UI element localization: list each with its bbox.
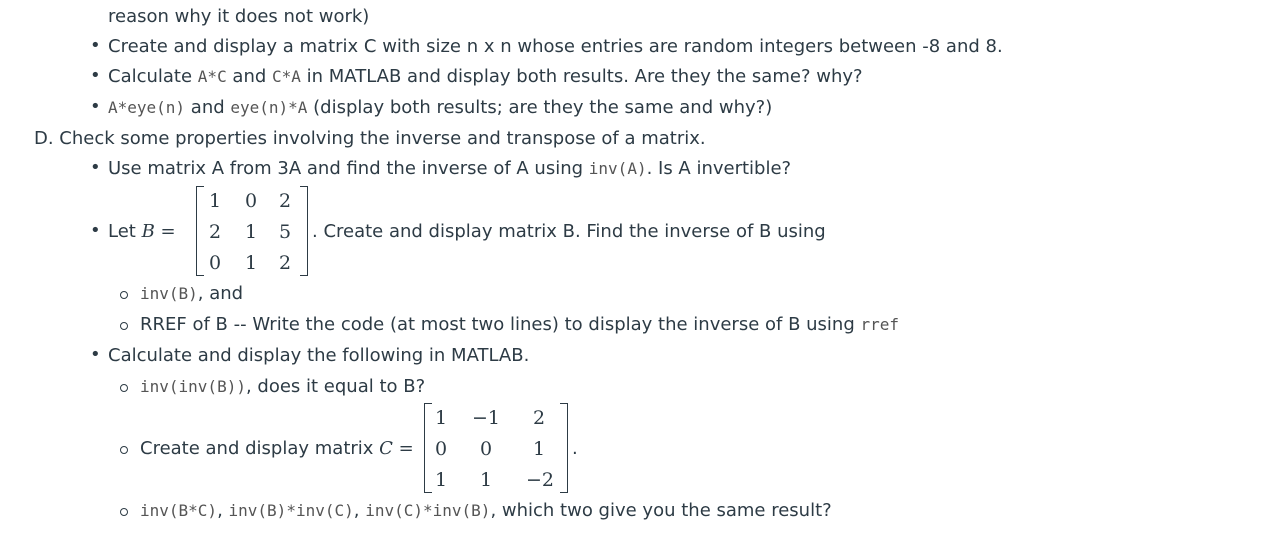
code-a-eye: A*eye(n): [108, 98, 186, 117]
list-item: [108, 96, 772, 120]
matrix-cell: 1: [434, 469, 448, 491]
matrix-cell: −1: [471, 407, 500, 429]
period: .: [572, 438, 578, 459]
text: and: [226, 66, 273, 87]
matrix-cell: 1: [434, 407, 448, 429]
circle-bullet-icon: [120, 508, 128, 516]
math-var-b: B: [141, 221, 155, 242]
code-inv-bc: inv(B*C): [140, 501, 218, 520]
text: Calculate: [108, 66, 198, 87]
matrix-cell: −2: [525, 469, 554, 491]
sublist-item: [140, 437, 414, 461]
text: , and: [197, 283, 244, 304]
text: , does it equal to B?: [245, 376, 426, 397]
text: and: [185, 97, 231, 118]
list-item: [108, 220, 176, 244]
equals: =: [154, 221, 176, 242]
code-rref: rref: [860, 315, 900, 334]
text: (display both results; are they the same and why?): [307, 97, 773, 118]
matrix-cell: 2: [278, 252, 292, 274]
matrix-cell: 1: [244, 221, 258, 243]
code-inv-inv-b: inv(inv(B)): [140, 377, 246, 396]
code-invc-invb: inv(C)*inv(B): [365, 501, 491, 520]
text: Calculate and display the following in MATLAB.: [108, 345, 530, 366]
matrix-cell: 1: [479, 469, 493, 491]
circle-bullet-icon: [120, 384, 128, 392]
text: , which two give you the same result?: [490, 500, 832, 521]
bullet-icon: •: [90, 344, 101, 365]
code-c-times-a: C*A: [272, 67, 301, 86]
right-bracket: [560, 403, 568, 493]
matrix-cell: 0: [244, 190, 258, 212]
text: Let: [108, 221, 142, 242]
sublist-item: [140, 282, 243, 306]
matrix-cell: 1: [244, 252, 258, 274]
code-invb-invc: inv(B)*inv(C): [228, 501, 354, 520]
matrix-b: [196, 186, 308, 278]
list-item: [108, 157, 791, 181]
code-a-times-c: A*C: [197, 67, 227, 86]
matrix-cell: 5: [278, 221, 292, 243]
circle-bullet-icon: [120, 322, 128, 330]
text-line: [572, 437, 578, 461]
bullet-icon: •: [90, 157, 101, 178]
section-heading-d: [34, 127, 706, 151]
text-reason: reason why it does not work): [108, 6, 370, 27]
text: ,: [353, 500, 366, 521]
text-create-b: . Create and display matrix B. Find the inverse of B using: [312, 221, 826, 242]
bullet-icon: •: [90, 96, 101, 117]
equals: =: [392, 438, 414, 459]
math-var-c: C: [379, 438, 393, 459]
sublist-item: [140, 499, 832, 523]
matrix-cell: 1: [208, 190, 222, 212]
text: . Is A invertible?: [646, 158, 792, 179]
list-item: [108, 35, 1003, 59]
heading-text: D. Check some properties involving the inverse and transpose of a matrix.: [34, 128, 706, 149]
text: ,: [217, 500, 229, 521]
text: RREF of B -- Write the code (at most two lines) to display the inverse of B using: [140, 314, 861, 335]
list-item: [108, 65, 863, 89]
list-item: [108, 344, 529, 368]
bullet-icon: •: [90, 65, 101, 86]
code-inv-b: inv(B): [140, 284, 198, 303]
sublist-item: [140, 375, 425, 399]
bullet-icon: •: [90, 35, 101, 56]
matrix-cell: 1: [532, 438, 546, 460]
circle-bullet-icon: [120, 446, 128, 454]
text-line: [108, 5, 369, 29]
matrix-cell: 0: [479, 438, 493, 460]
matrix-cell: 2: [278, 190, 292, 212]
text: in MATLAB and display both results. Are they the same? why?: [300, 66, 863, 87]
sublist-item: [140, 313, 899, 337]
matrix-cell: 2: [208, 221, 222, 243]
code-inv-a: inv(A): [588, 159, 647, 178]
code-eye-a: eye(n)*A: [230, 98, 308, 117]
matrix-cell: 2: [532, 407, 546, 429]
bullet-icon: •: [90, 220, 101, 241]
circle-bullet-icon: [120, 291, 128, 299]
text-create-matrix-c: Create and display a matrix C with size n x n whose entries are random integers between -8 and 8.: [108, 36, 1003, 57]
text: Use matrix A from 3A and find the inverse of A using: [108, 158, 589, 179]
matrix-cell: 0: [208, 252, 222, 274]
matrix-c: [424, 403, 568, 495]
text-line: [312, 220, 826, 244]
text: Create and display matrix: [140, 438, 380, 459]
matrix-cell: 0: [434, 438, 448, 460]
